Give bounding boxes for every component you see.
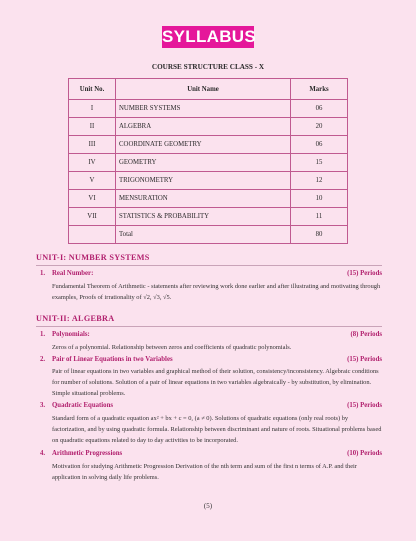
unit-2-heading: UNIT-II: ALGEBRA [36,314,115,323]
unit-marks: 06 [291,100,348,118]
unit-1-divider [36,265,382,266]
total-marks: 80 [291,226,348,244]
topic-periods: (15) Periods [347,402,382,409]
table-row [69,190,348,208]
unit-no: VII [69,208,116,226]
unit-marks: 11 [291,208,348,226]
table-header-row [69,79,348,100]
topic-number: 1. [40,331,46,338]
unit-no: I [69,100,116,118]
table-row [69,208,348,226]
page-number: (5) [203,502,213,510]
total-label: Total [116,226,291,244]
header-unit-no: Unit No. [69,79,116,100]
unit-name: STATISTICS & PROBABILITY [116,208,291,226]
unit-2-topic-2 [40,356,382,363]
unit-1-topic-1 [40,270,382,277]
unit-name: NUMBER SYSTEMS [116,100,291,118]
unit-marks: 15 [291,154,348,172]
header-marks: Marks [291,79,348,100]
topic-title: Quadratic Equations [52,402,113,409]
topic-title: Real Number: [52,270,94,277]
unit-name: MENSURATION [116,190,291,208]
topic-title: Polynomials: [52,331,90,338]
topic-number: 2. [40,356,46,363]
topic-periods: (15) Periods [347,356,382,363]
unit-2-topic-3-description: Standard form of a quadratic equation ax² + bx + c = 0, (a ≠ 0). Solutions of quadratic equations (only real roots) by factorization, and by using quadratic formula. Relationship between discriminant and nature of roots. Situational problems based on quadratic equations related to day to day activities to be incorporated. [52,415,382,444]
topic-number: 1. [40,270,46,277]
table-row [69,172,348,190]
unit-marks: 12 [291,172,348,190]
course-structure-table [68,78,348,244]
unit-no: II [69,118,116,136]
header-unit-name: Unit Name [116,79,291,100]
table-row [69,136,348,154]
topic-periods: (10) Periods [347,450,382,457]
unit-2-topic-4 [40,450,382,457]
unit-2-topic-1-description: Zeros of a polynomial. Relationship between zeros and coefficients of quadratic polynomials. [52,344,292,351]
unit-1-heading: UNIT-I: NUMBER SYSTEMS [36,253,150,262]
unit-2-divider [36,326,382,327]
unit-2-topic-2-description: Pair of linear equations in two variables and graphical method of their solution, consistency/inconsistency. Algebraic conditions for number of solutions. Solution of a pair of linear equations in two variables algebraically - by substitution, by elimination. Simple situational problems. [52,368,379,397]
unit-2-topic-3 [40,402,382,409]
table-row [69,118,348,136]
unit-2-topic-4-description: Motivation for studying Arithmetic Progression Derivation of the nth term and sum of the first n terms of A.P. and their application in solving daily life problems. [52,463,357,481]
unit-2-topic-1 [40,331,382,338]
unit-no: III [69,136,116,154]
topic-number: 3. [40,402,46,409]
table-row [69,154,348,172]
unit-no: VI [69,190,116,208]
topic-title: Pair of Linear Equations in two Variables [52,356,173,363]
table-row [69,100,348,118]
unit-no: IV [69,154,116,172]
topic-number: 4. [40,450,46,457]
topic-title: Arithmetic Progressions [52,450,123,457]
page-title: SYLLABUS [162,27,257,46]
unit-name: TRIGONOMETRY [116,172,291,190]
total-empty-cell [69,226,116,244]
unit-no: V [69,172,116,190]
unit-name: GEOMETRY [116,154,291,172]
unit-1-topic-1-description: Fundamental Theorem of Arithmetic - statements after reviewing work done earlier and after illustrating and motivating through examples, Proofs of irrationality of √2, √3, √5. [52,283,381,301]
table-total-row [69,226,348,244]
unit-marks: 10 [291,190,348,208]
topic-periods: (8) Periods [350,331,382,338]
unit-name: COORDINATE GEOMETRY [116,136,291,154]
unit-marks: 06 [291,136,348,154]
unit-marks: 20 [291,118,348,136]
unit-name: ALGEBRA [116,118,291,136]
course-structure-subtitle: COURSE STRUCTURE CLASS - X [151,63,265,71]
topic-periods: (15) Periods [347,270,382,277]
